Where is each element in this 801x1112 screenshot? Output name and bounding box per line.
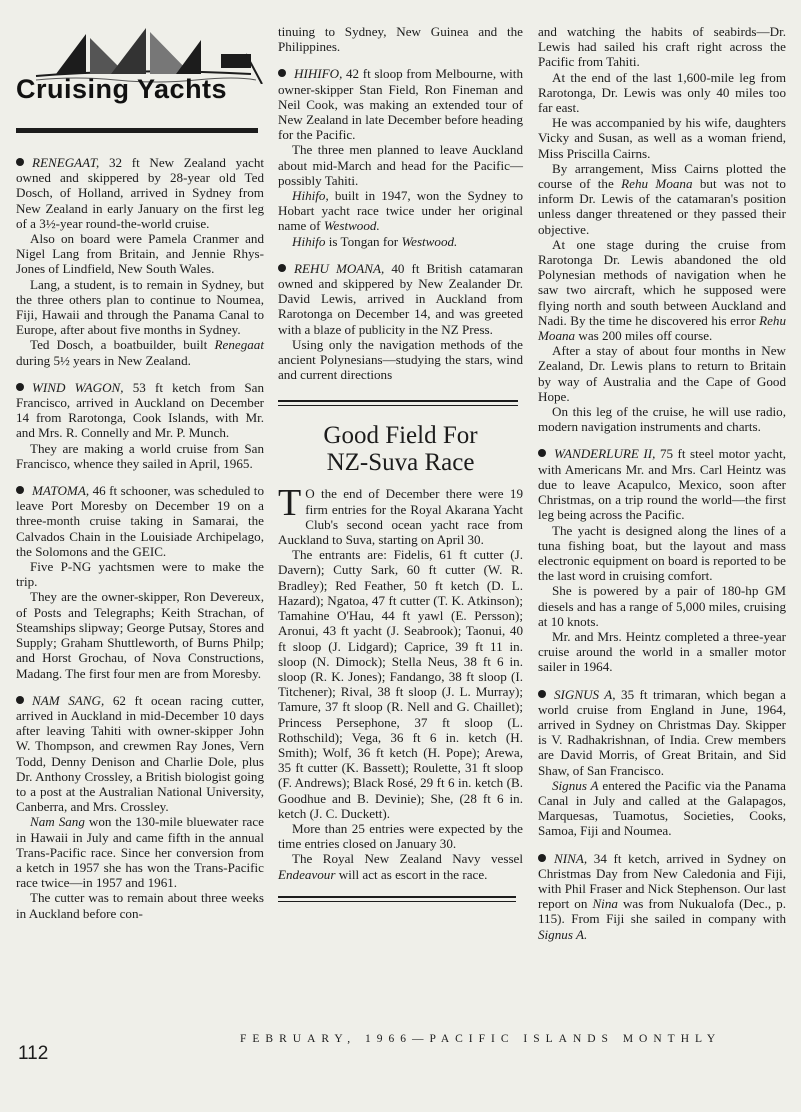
- box-headline: Good Field For NZ-Suva Race: [323, 422, 478, 477]
- entry-matoma: MATOMA, 46 ft schooner, was scheduled to leave Port Moresby on December 19 on a three-month cruise taking in Samarai, the Calvados Chain in the Louisiade Archipelago, the Solomons and the GEIC.: [16, 483, 264, 559]
- title-rule: [16, 128, 258, 133]
- bullet-icon: [16, 696, 24, 704]
- entry-rehu-moana: REHU MOANA, 40 ft British catamaran owned and skippered by New Zealander Dr. David Lewis, arrived in Auckland from Rarotonga on December 14, and was greeted with a blaze of publicity in the NZ Press.: [278, 260, 523, 337]
- bullet-icon: [538, 854, 546, 862]
- entry-nina: NINA, 34 ft ketch, arrived in Sydney on Christmas Day from New Caledonia and Fiji, with Phil Fraser and Nick Stephenson. Our last report on Nina was from Nukualofa (Dec., p. 115). From Fiji she sailed in company with Signus A.: [538, 850, 787, 942]
- bullet-icon: [278, 69, 286, 77]
- box-intro: T O the end of December there were 19 firm entries for the Royal Akarana Yacht Club's second ocean yacht race from Auckland to Suva, starting on April 30.: [278, 482, 523, 548]
- box-bottom-rule: [278, 896, 516, 902]
- column-3: and watching the habits of seabirds—Dr. Lewis had sailed his craft right across the Pacific from Tahiti. At the end of the last 1,600-mile leg from Rarotonga, Dr. Lewis was only 40 miles too far east. He was accompanied by his wife, daughters Vicky and Susan, as well as a woman friend, Miss Priscilla Cairns. By arrangement, Miss Cairns plotted the course of the Rehu Moana but was not to inform Dr. Lewis of the catamaran's position unless danger threatened or they passed their objective. At one stage during the cruise from Rarotonga Dr. Lewis abandoned the old Polynesian methods of navigation when he saw two aircraft, which he supposed were flying north and south between Auckland and Nadi. By the time he discovered his error Rehu Moana was 200 miles off course. After a stay of about four months in New Zealand, Dr. Lewis plans to return to Britain by way of Australia and the Cape of Good Hope. On this leg of the cruise, he will use radio, modern navigation instruments and charts. WANDERLURE II, 75 ft steel motor yacht, with Americans Mr. and Mrs. Carl Heintz was due to leave Acapulco, Mexico, soon after Christmas, on a trip round the world—the first leg being across the Pacific. The yacht is designed along the lines of a tuna fishing boat, but the layout and mass electronic equipment on board is reported to be the last word in cruising comfort. She is powered by a pair of 180-hp GM diesels and has a range of 5,000 miles, cruising at 10 knots. Mr. and Mrs. Heintz completed a three-year cruise around the world in a smaller motor sailer in 1964. SIGNUS A, 35 ft trimaran, which began a world cruise from England in June, 1964, arrived in Sydney on Christmas Day. Skipper is V. Radhakrishnan, of India. Crew members are David Morris, of Great Britain, and Sid Shaw, of San Francisco. Signus A entered the Pacific via the Panama Canal in July and called at the Galapagos, Marquesas, Tuamotus, Societies, Cooks, Samoa, Fiji and Noumea. NINA, 34 ft ketch, arrived in Sydney on Christmas Day from New Caledonia and Fiji, with Phil Fraser and Nick Stephenson. Our last report on Nina was from Nukualofa (Dec., p. 115). From Fiji she sailed in company with Signus A.: [538, 24, 787, 942]
- bullet-icon: [16, 486, 24, 494]
- bullet-icon: [278, 264, 286, 272]
- section-title: Cruising Yachts: [16, 74, 228, 104]
- entry-wanderlure: WANDERLURE II, 75 ft steel motor yacht, with Americans Mr. and Mrs. Carl Heintz was due to leave Acapulco, Mexico, soon after Christmas, on a trip round the world—the first leg being across the Pacific.: [538, 446, 786, 523]
- section-logo: [16, 24, 264, 124]
- bullet-icon: [538, 449, 546, 457]
- bullet-icon: [538, 690, 546, 698]
- entry-hihifo: HIHIFO, 42 ft sloop from Melbourne, with owner-skipper Stan Field, Ron Fineman and Neil Cook, was making an extended tour of New Zealand in late December before heading for the Pacific.: [278, 66, 523, 143]
- drop-cap: T: [278, 482, 302, 525]
- entry-nam-sang: NAM SANG, 62 ft ocean racing cutter, arrived in Auckland in mid-December 10 days after leaving Tahiti with owner-skipper John W. Thompson, and crewmen Ray Jones, Vern Todd, Denny Denison and Charlie Dole, plus Dr. Anthony Crossley, a British biologist going to a post at the Australian National University, Canberra, and Mrs. Crossley.: [16, 692, 264, 815]
- column-1: Cruising Yachts RENEGAAT, 32 ft New Zealand yacht owned and skippered by 28-year old Ted Dosch, of Holland, arrived in Sydney from New Zealand in early January on the first leg of a 3½-year round-the-world cruise. Also on board were Pamela Cranmer and Nigel Lang from Britain, and Jennie Rhys-Jones of Lindfield, New South Wales. Lang, a student, is to remain in Sydney, but the three others plan to continue to Noumea, Fiji, Hawaii and through the Panama Canal to Europe, after about five months in Sydney. Ted Dosch, a boatbuilder, built Renegaat during 5½ years in New Zealand. WIND WAGON, 53 ft ketch from San Francisco, arrived in Auckland on December 14 from Rarotonga, Cook Islands, with Mr. and Mrs. R. Connelly and Mr. P. Munch. They are making a world cruise from San Francisco, whence they sailed in April, 1965. MATOMA, 46 ft schooner, was scheduled to leave Port Moresby on December 19 on a three-month cruise taking in Samarai, the Calvados Chain in the Louisiade Archipelago, the Solomons and the GEIC. Five P-NG yachtsmen were to make the trip. They are the owner-skipper, Ron Devereux, of Posts and Telegraphs; Keith Strachan, of Steamships slipway; George Putsay, Stores and Supply; Graham Shuttleworth, of Burns Philp; and Horst Grochau, of Nova Constructions, Madang. The first four men are from Moresby. NAM SANG, 62 ft ocean racing cutter, arrived in Auckland in mid-December 10 days after leaving Tahiti with owner-skipper John W. Thompson, and crewmen Ray Jones, Vern Todd, Denny Denison and Charlie Dole, plus Dr. Anthony Crossley, a British biologist going to a post at the Australian National University, Canberra, and Mrs. Crossley. Nam Sang won the 130-mile bluewater race in Hawaii in July and came fifth in the annual Trans-Pacific race. Since her conversion from a ketch in 1957 she has won the Trans-Pacific race twice—in 1957 and 1961. The cutter was to remain about three weeks in Auckland before con-: [16, 24, 264, 921]
- column-2: tinuing to Sydney, New Guinea and the Philippines. HIHIFO, 42 ft sloop from Melbourne, with owner-skipper Stan Field, Ron Fineman and Neil Cook, was making an extended tour of New Zealand in late December before heading for the Pacific. The three men planned to leave Auckland about mid-March and head for the Pacific—possibly Tahiti. Hihifo, built in 1947, won the Sydney to Hobart yacht race twice under her original name of Westwood. Hihifo is Tongan for Westwood. REHU MOANA, 40 ft British catamaran owned and skippered by New Zealander Dr. David Lewis, arrived in Auckland from Rarotonga on December 14, and was greeted with a blaze of publicity in the NZ Press. Using only the navigation methods of the ancient Polynesians—studying the stars, wind and current directions Good Field For NZ-Suva Race T O the end of December there were 19 firm entries for the Royal Akarana Yacht Club's second ocean yacht race from Auckland to Suva, starting on April 30. The entrants are: Fidelis, 61 ft cutter (J. Davern); Cutty Sark, 60 ft cutter (W. R. Bradley); Red Feather, 50 ft ketch (D. L. Hazard); Ngatoa, 47 ft cutter (T. K. Atkinson); Tamahine O'Hau, 44 ft yawl (E. Persson); Aronui, 43 ft yacht (J. Seabrook); Taonui, 40 ft sloop (J. Lidgard); Caprice, 39 ft 11 in. sloop (N. Dimock); Stella Neus, 38 ft 6 in. sloop (R. K. Jones); Fandango, 38 ft sloop (I. Titchener); Rival, 38 ft sloop (J. L. Murray); Tamure, 37 ft sloop (R. Nell and G. Chaillet); Princess Persephone, 37 ft sloop (L. Rothschild); Vega, 36 ft 6 in. ketch (H. Smith); Wolf, 36 ft ketch (H. Pope); Arewa, 35 ft cutter (K. Bassett); Roulette, 31 ft sloop (F. Andrews); Black Rosé, 29 ft 6 in. ketch (B. Goodhue and B. Devinie); She, (28 ft 6 in. ketch (J. C. Duckett). More than 25 entries were expected by the time entries closed on January 30. The Royal New Zealand Navy vessel Endeavour will act as escort in the race.: [278, 24, 523, 902]
- entry-renegaat: RENEGAAT, 32 ft New Zealand yacht owned and skippered by 28-year old Ted Dosch, of Holland, arrived in Sydney from New Zealand in early January on the first leg of a 3½-year round-the-world cruise.: [16, 155, 264, 231]
- bullet-icon: [16, 158, 24, 166]
- bullet-icon: [16, 383, 24, 391]
- box-top-rule: [278, 400, 518, 406]
- page-number: 112: [18, 1043, 49, 1064]
- entry-signus-a: SIGNUS A, 35 ft trimaran, which began a world cruise from England in June, 1964, arrived in Sydney on Christmas Day. Skipper is V. Radhakrishnan, of India. Crew members are David Morris, of Great Britain, and Sid Shaw, of San Francisco.: [538, 686, 786, 778]
- page-footer: [0, 1033, 801, 1073]
- running-footer: FEBRUARY, 1966—PACIFIC ISLANDS MONTHLY: [240, 1033, 722, 1045]
- entry-wind-wagon: WIND WAGON, 53 ft ketch from San Francisco, arrived in Auckland on December 14 from Rarotonga, Cook Islands, with Mr. and Mrs. R. Connelly and Mr. P. Munch.: [16, 379, 264, 441]
